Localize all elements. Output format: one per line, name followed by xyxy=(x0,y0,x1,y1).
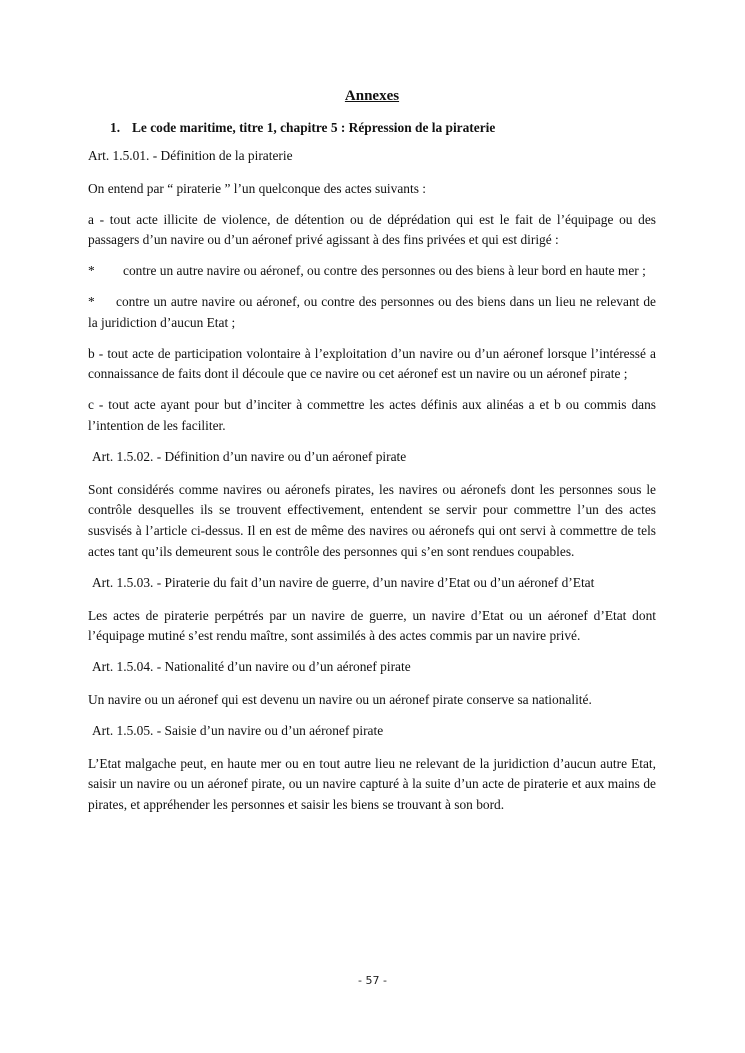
bullet-text: contre un autre navire ou aéronef, ou contre des personnes ou des biens dans un lieu ne relevant de la juridiction d’aucun Etat ; xyxy=(88,293,656,330)
bullet-marker: * xyxy=(88,263,95,279)
article-heading: Art. 1.5.04. - Nationalité d’un navire ou d’un aéronef pirate xyxy=(92,659,411,675)
paragraph: Sont considérés comme navires ou aéronefs pirates, les navires ou aéronefs dont les personnes sous le contrôle desquelles ils se trouvent effectivement, entendent se servir pour commettre l’un des actes susvisés à l’article ci-dessus. Il en est de même des navires ou aéronefs qui ont servi à commettre de tels actes tant qu’ils demeurent sous le contrôle des personnes qui s’en sont rendues coupables. xyxy=(88,481,656,559)
paragraph: a - tout acte illicite de violence, de détention ou de déprédation qui est le fait de l’équipage ou des passagers d’un navire ou d’un aéronef privé agissant à des fins privées et qui est dirigé : xyxy=(88,211,656,248)
paragraph: Un navire ou un aéronef qui est devenu un navire ou un aéronef pirate conserve sa nationalité. xyxy=(88,691,592,707)
article-heading: Art. 1.5.01. - Définition de la piraterie xyxy=(88,148,293,163)
chapter-heading xyxy=(88,120,656,136)
article-heading: Art. 1.5.02. - Définition d’un navire ou d’un aéronef pirate xyxy=(92,448,407,464)
paragraph: On entend par “ piraterie ” l’un quelconque des actes suivants : xyxy=(88,180,426,196)
page-number: - 57 - xyxy=(358,974,387,987)
paragraph: Les actes de piraterie perpétrés par un navire de guerre, un navire d’Etat ou un aéronef d’Etat dont l’équipage mutiné s’est rendu maître, sont assimilés à des actes commis par un navire privé. xyxy=(88,607,656,644)
page-title: Annexes xyxy=(344,88,400,104)
chapter-title: Le code maritime, titre 1, chapitre 5 : Répression de la piraterie xyxy=(132,120,496,135)
paragraph: L’Etat malgache peut, en haute mer ou en tout autre lieu ne relevant de la juridiction d’aucun autre Etat, saisir un navire ou un aéronef pirate, ou un navire capturé à la suite d’un acte de piraterie et aux mains de pirates, et appréhender les personnes et saisir les biens se trouvant à son bord. xyxy=(88,755,656,813)
bullet-paragraph xyxy=(88,292,656,334)
article-heading: Art. 1.5.05. - Saisie d’un navire ou d’un aéronef pirate xyxy=(92,722,384,738)
bullet-text: contre un autre navire ou aéronef, ou contre des personnes ou des biens à leur bord en haute mer ; xyxy=(123,263,646,279)
article-heading: Art. 1.5.03. - Piraterie du fait d’un navire de guerre, d’un navire d’Etat ou d’un aéronef d’Etat xyxy=(92,574,595,590)
document-page xyxy=(88,88,656,826)
bullet-marker: * xyxy=(88,293,95,309)
chapter-number: 1. xyxy=(110,120,121,135)
paragraph: c - tout acte ayant pour but d’inciter à commettre les actes définis aux alinéas a et b ou commis dans l’intention de les faciliter. xyxy=(88,397,656,433)
bullet-paragraph xyxy=(88,261,656,282)
paragraph: b - tout acte de participation volontaire à l’exploitation d’un navire ou d’un aéronef lorsque l’intéressé a connaissance de faits dont il découle que ce navire ou cet aéronef est un navire ou un aéronef pirate ; xyxy=(88,345,656,382)
